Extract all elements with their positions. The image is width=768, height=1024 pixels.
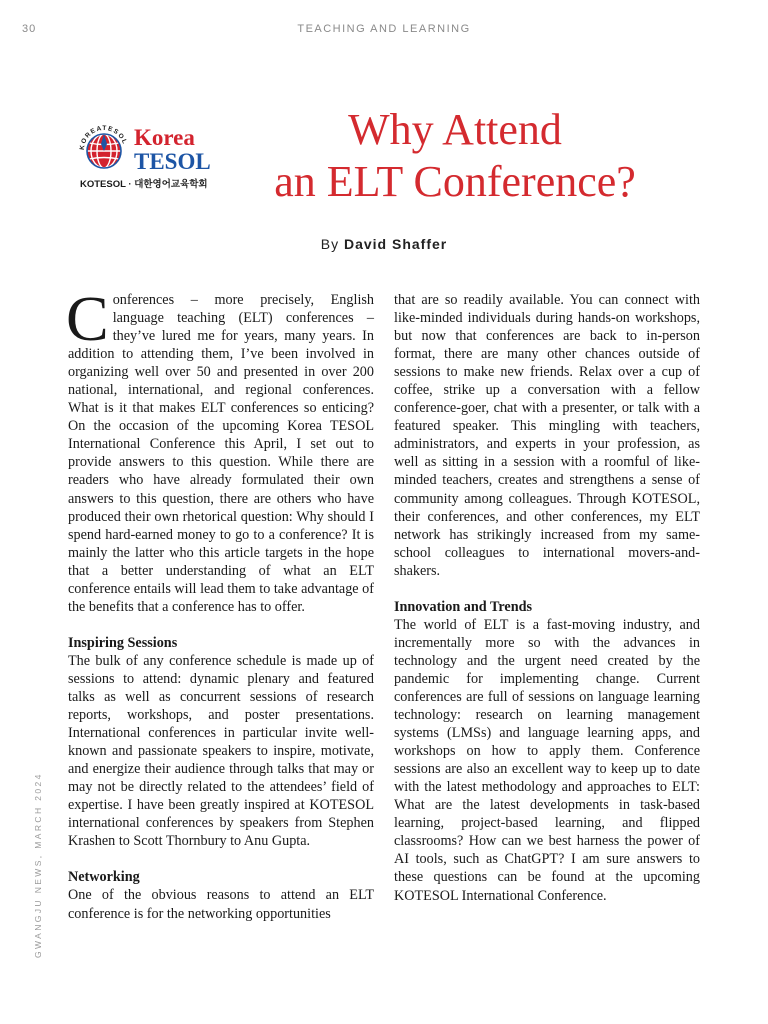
section-header: TEACHING AND LEARNING [297, 23, 471, 35]
intro-paragraph [66, 283, 374, 616]
byline [0, 236, 768, 252]
byline-prefix: By [320, 236, 340, 252]
article-column-left [66, 283, 374, 923]
title-line-2: an ELT Conference? [274, 157, 636, 206]
author-name: David Shaffer [343, 236, 448, 252]
paragraph-networking-continued: that are so readily available. You can connect with like-minded individuals during hands-on workshops, but now that conferences are back to in-person format, there are many other chances outside of sessions to make new friends. Relax over a cup of coffee, strike up a conversation with a fellow conference-goer, chat with a presenter, or talk with a featured speaker. This mingling with teachers, administrators, and experts in your profession, as well as sitting in a session with a roomful of like-minded teachers, creates and strengthens a sense of community among colleagues. Through KOTESOL, their conferences, and other conferences, my ELT network has strikingly increased from my same-school colleagues to international movers-and-shakers. [394, 292, 700, 579]
paragraph-networking: One of the obvious reasons to attend an ELT conference is for the networking opportunities [68, 887, 374, 922]
logo-word-tesol: TESOL [134, 149, 211, 174]
heading-networking: Networking [68, 869, 140, 886]
title-line-1: Why Attend [348, 105, 562, 154]
globe-icon [76, 120, 132, 176]
logo-subtitle: KOTESOL · 대한영어교육학회 [80, 179, 208, 190]
logo-word-korea: Korea [134, 125, 195, 150]
article-title [230, 104, 680, 208]
korea-tesol-logo [76, 120, 218, 190]
publication-side-label: GWANGJU NEWS, MARCH 2024 [33, 772, 43, 958]
heading-innovation-and-trends: Innovation and Trends [394, 598, 532, 615]
heading-inspiring-sessions: Inspiring Sessions [68, 634, 178, 651]
logo-ring-text: KOREATESOL [78, 124, 129, 151]
article-column-right [394, 291, 700, 905]
intro-text: onferences – more precisely, English language teaching (ELT) conferences – they’ve lured me for years, many years. In addition to attending them, I’ve been involved in organizing well over 50 and presented in over 200 national, international, and regional conferences. What is it that makes ELT conferences so enticing? On the occasion of the upcoming Korea TESOL International Conference this April, I set out to provide answers to this question. While there are readers who have already formulated their own answers to this question, there are others who have produced their own rhetorical question: Why should I spend hard-earned money to go to a conference? It is mainly the latter who this article targets in the hope that a better understanding of what an ELT conference entails will lead them to take advantage of the benefits that a conference has to offer. [68, 292, 374, 615]
paragraph-inspiring-sessions: The bulk of any conference schedule is made up of sessions to attend: dynamic plenary and featured talks as well as concurrent sessions of research reports, workshops, and poster presentations. International conferences in particular invite well-known and passionate speakers to inspire, motivate, and energize their audience through talks that may or may not be directly related to the attendees’ field of expertise. I have been greatly inspired at KOTESOL international conferences by speakers from Stephen Krashen to Scott Thornbury to Anu Gupta. [68, 652, 374, 850]
drop-cap: C [66, 283, 109, 354]
page-number: 30 [22, 23, 37, 35]
paragraph-innovation-and-trends: The world of ELT is a fast-moving industry, and incrementally more so with the advances in technology and the urgent need created by the pandemic for implementing change. Current conferences are full of sessions on language learning technology: research on learning management systems (LMSs) and language learning apps, and workshops on how to apply them. Conference sessions are also an excellent way to keep up to date with the latest methodology and approaches to ELT: What are the latest developments in task-based learning, project-based learning, and flipped classrooms? How can we best harness the power of AI tools, such as ChatGPT? I am sure answers to these questions can be found at the upcoming KOTESOL International Conference. [394, 616, 700, 904]
